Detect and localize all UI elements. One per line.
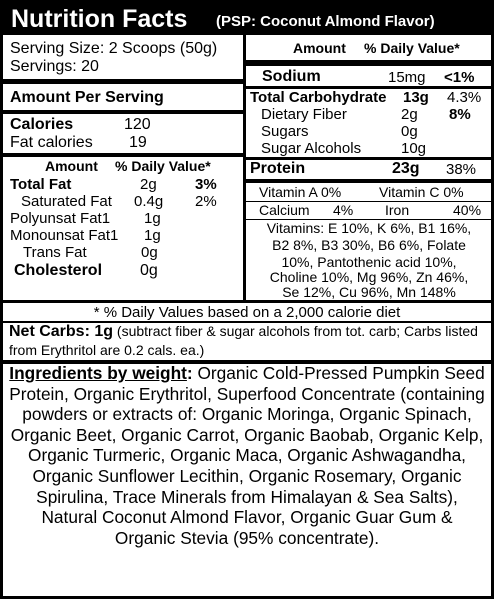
calories-rule (3, 153, 243, 157)
nutrient-label: Total Fat (10, 176, 72, 193)
serving-rule (3, 79, 243, 84)
vitamins-line: Vitamins: E 10%, K 6%, B1 16%, (266, 220, 472, 236)
nutrient-dv: 2% (195, 193, 217, 210)
protein-label: Protein (250, 160, 306, 177)
nutrient-label: Trans Fat (23, 244, 87, 261)
vitamins-line: B2 8%, B3 30%, B6 6%, Folate (272, 237, 466, 253)
amount-rule (3, 110, 243, 114)
fiber-dv: 8% (449, 106, 471, 123)
ingredients (9, 363, 485, 548)
amount-per-serving: Amount Per Serving (10, 89, 164, 106)
calcium-dv: 4% (333, 202, 354, 218)
iron-label: Iron (385, 202, 410, 218)
calcium-label: Calcium (259, 202, 310, 218)
carb-dv: 4.3% (447, 89, 482, 106)
net-carbs-heading: Net Carbs: 1g (9, 323, 114, 340)
right-header-amount: Amount (293, 40, 346, 56)
fat-calories-value: 19 (129, 134, 147, 151)
left-header-amount: Amount (45, 158, 98, 174)
sugars-label: Sugars (261, 123, 309, 140)
nutrient-label: Polyunsat Fat1 (10, 210, 111, 227)
fat-calories-label: Fat calories (10, 134, 93, 151)
vitamin-a: Vitamin A 0% (259, 184, 342, 200)
sugars-amount: 0g (401, 123, 418, 140)
label-title: Nutrition Facts (11, 5, 188, 33)
left-header-dv: % Daily Value* (115, 158, 211, 174)
ingredients-colon: : (186, 363, 193, 383)
footnote-rule (3, 300, 491, 303)
nutrient-label: Cholesterol (14, 262, 103, 279)
label-subtitle: (PSP: Coconut Almond Flavor) (216, 13, 435, 30)
nutrient-label: Saturated Fat (21, 193, 112, 210)
calories-value: 120 (124, 116, 151, 133)
sodium-dv: <1% (444, 69, 475, 86)
nutrient-amount: 2g (140, 176, 157, 193)
footnote: * % Daily Values based on a 2,000 calorie diet (93, 304, 401, 321)
sugar-alcohols-amount: 10g (401, 140, 427, 157)
servings-count: Servings: 20 (10, 58, 99, 75)
nutrient-label: Monounsat Fat1 (10, 227, 119, 244)
protein-rule (246, 179, 491, 183)
fiber-amount: 2g (401, 106, 418, 123)
vitamin-c: Vitamin C 0% (379, 184, 464, 200)
vitamins-line: Choline 10%, Mg 96%, Zn 46%, (269, 269, 469, 285)
serving-size: Serving Size: 2 Scoops (50g) (10, 40, 218, 57)
carb-amount: 13g (403, 89, 429, 106)
sodium-amount: 15mg (388, 69, 426, 86)
sugar-alcohols-label: Sugar Alcohols (261, 140, 362, 157)
protein-amount: 23g (392, 160, 420, 177)
nutrient-amount: 0g (140, 262, 158, 279)
vitamins-line: Se 12%, Cu 96%, Mn 148% (282, 284, 456, 300)
column-divider (243, 35, 246, 301)
sodium-label: Sodium (262, 68, 321, 85)
net-carbs (9, 322, 487, 359)
ingredients-text: Organic Cold-Pressed Pumpkin Seed Protein, Organic Erythritol, Superfood Concentrate (containing powders or extracts of: Organic Moringa, Organic Spinach, Organic Beet, Organic Carrot, Organic Baobab, Organic Kelp, Organic Turmeric, Organic Maca, Organic Ashwagandha, Organic Sunflower Lecithin, Organic Rosemary, Organic Spirulina, Trace Minerals from Himalayan & Sea Salts), Natural Coconut Almond Flavor, Organic Guar Gum & Organic Stevia (95% concentrate). (9, 363, 485, 548)
protein-dv: 38% (446, 161, 477, 178)
right-header-rule (246, 60, 491, 66)
right-header-dv: % Daily Value* (364, 40, 460, 56)
nutrient-amount: 0.4g (134, 193, 164, 210)
nutrient-amount: 0g (141, 244, 158, 261)
nutrient-amount: 1g (144, 227, 161, 244)
nutrient-dv: 3% (195, 176, 217, 193)
carb-label: Total Carbohydrate (250, 89, 387, 106)
nutrient-amount: 1g (144, 210, 161, 227)
iron-dv: 40% (453, 202, 482, 218)
calories-label: Calories (10, 116, 74, 133)
vitamins-line: 10%, Pantothenic acid 10%, (281, 254, 457, 270)
ingredients-heading: Ingredients by weight (9, 363, 187, 383)
net-carbs-text: (subtract fiber & sugar alcohols from tot. carb; Carbs listed from Erythritol are 0.2 cals. ea.) (9, 323, 478, 358)
fiber-label: Dietary Fiber (261, 106, 347, 123)
